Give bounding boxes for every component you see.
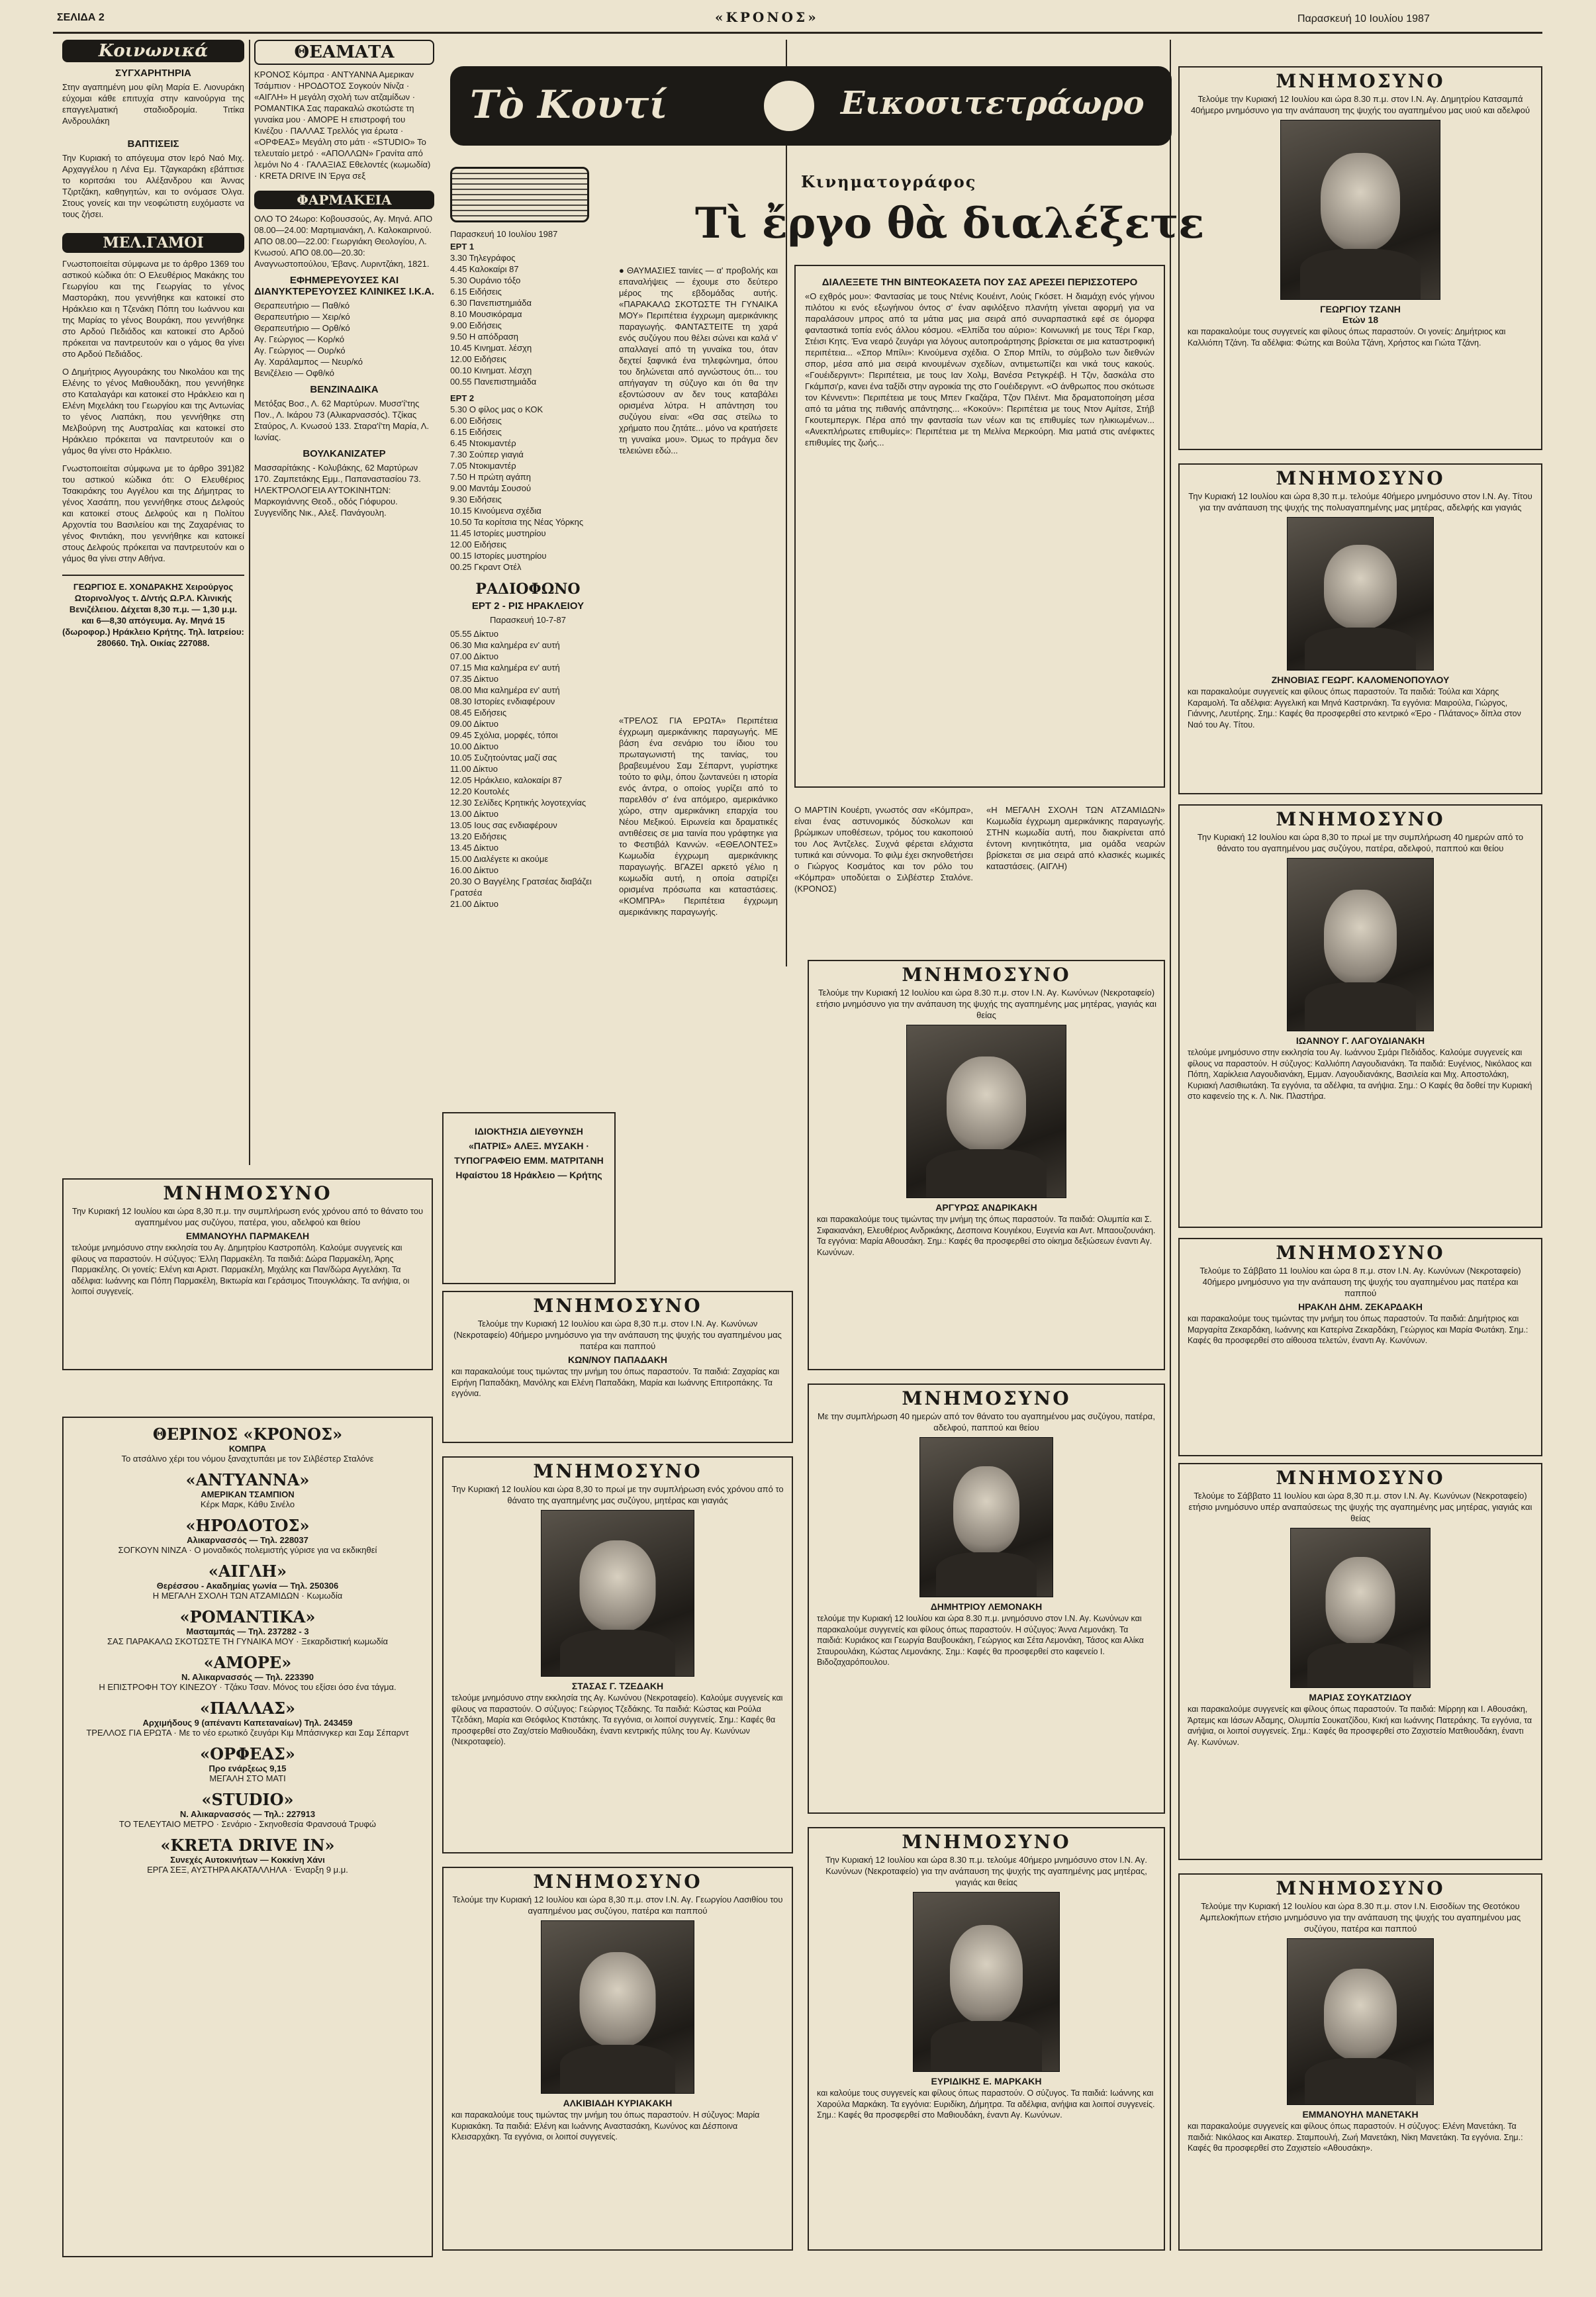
memorial-intro: Τελούμε την Κυριακή 12 Ιουλίου και ώρα 8.30 π.μ. στον Ι.Ν. Εισοδίων της Θεοτόκου Αμπελοκήπων ετήσιο μνημόσυνο για την ανάπαυση της ψυχής του αγαπημένου μας συζύγου, πατέρα και παππού [1199,1901,1521,1934]
video-box-heading: ΔΙΑΛΕΞΕΤΕ ΤΗΝ ΒΙΝΤΕΟΚΑΣΕΤΑ ΠΟΥ ΣΑΣ ΑΡΕΣΕΙ ΠΕΡΙΣΣΟΤΕΡΟ [821,277,1138,288]
programme-item: 10.15 Κινούμενα σχέδια [450,506,541,516]
programme-item: 7.50 Η πρώτη αγάπη [450,472,531,482]
memorial-title: ΜΝΗΜΟΣΥΝΟ [533,1871,702,1893]
weddings-text-3: Γνωστοποιείται σύμφωνα με το άρθρο 391)82 του αστικού κώδικα ότι: Ο Ελευθέριος Τσακιράκης του Αγγέλου και της Δήμητρας το γένος Χασάπη, που γεννήθηκε στους Δελφούς και κατοικεί στους Δελφούς και η Πολίτου Αρχοντία του Βασιλείου και της Ζαχαρένιας το γένος Φιντιάκη, που γεννήθηκε και κατοικεί στους Δελφούς πρόκειται να παντρευτούν και ο γάμος θα γίνει στην Αθήνα. [62,463,244,563]
cinema-film: ΤΟ ΤΕΛΕΥΤΑΙΟ ΜΕΤΡΟ · Σενάριο - Σκηνοθεσία Φρανσουά Τρυφώ [118,1819,377,1829]
cinema-sub: Ν. Αλικαρνασσός — Τηλ.: 227913 [179,1809,316,1819]
memorial-body: και παρακαλούμε τους τιμώντας την μνήμη του όπως παραστούν. Η σύζυγος: Μαρία Κυριακάκη. Τα παιδιά: Ελένη και Ιωάννης Αναστασάκη, Κωνύνος και Δέσποινα Κλεισαρχάκη. Τα εγγόνια, οι λοιποί συγγενείς. [451,2110,760,2141]
memorial-title: ΜΝΗΜΟΣΥΝΟ [1276,1467,1445,1489]
memorial-parmakeli [62,1178,433,1370]
cinema-item [64,1470,432,1509]
memorial-name: ΕΜΜΑΝΟΥΗΛ ΜΑΝΕΤΑΚΗ [1302,2109,1419,2120]
cinema-sub: Θερέσσου - Ακαδημίας γωνία — Τηλ. 250306 [156,1581,339,1591]
tv-banner-emblem [761,78,817,134]
programme-item: 6.30 Πανεπιστημιάδα [450,298,532,308]
memorial-title: ΜΝΗΜΟΣΥΝΟ [902,1831,1071,1853]
tires-text: Μασσαρίτάκης - Κολυβάκης, 62 Μαρτύρων 170. Ζαμπετάκης Εμμ., Παπαναστασίου 73. ΗΛΕΚΤΡΟΛΟΓΕΙΑ ΑΥΤΟΚΙΝΗΤΩΝ: Μαρκογιάννης Θεοδ., οδός Γιόφυρου. Συγγενίδης Νικ., Αλεξ. Πανάγουλη. [254,463,421,518]
memorial-title: ΜΝΗΜΟΣΥΝΟ [1276,1877,1445,1899]
portrait-photo [541,1920,694,2094]
radio-subtitle: ΕΡΤ 2 - ΡΙΣ ΗΡΑΚΛΕΙΟΥ [471,600,585,612]
programme-item: 00.10 Κινηματ. λέσχη [450,365,532,375]
programme-item: 7.05 Ντοκιμαντέρ [450,461,516,471]
programme-item: 00.25 Γκραντ Οτέλ [450,562,522,572]
radio-item: 08.45 Ειδήσεις [450,708,507,718]
portrait-photo [919,1437,1053,1597]
memorial-body: και παρακαλούμε συγγενείς και φίλους όπως παραστούν. Η σύζυγος: Ελένη Μανετάκη. Τα παιδιά: Νικόλαος και Αικατερ. Σταμπουλή, Ζωή Μανετάκη, Νίκη Μανετάκη. Τα εγγόνια. Σημ.: Καφές θα προσφερθεί στο Ζαχιστείο «Αθουσάκη». [1188,2122,1523,2153]
memorial-tzedaki [442,1456,793,1853]
gas-title: ΒΕΝΖΙΝΑΔΙΚΑ [310,384,379,395]
pharmacies-title: ΦΑΡΜΑΚΕΙΑ [254,191,434,209]
radio-item: 06.30 Μια καλημέρα εν' αυτή [450,640,560,650]
memorial-title: ΜΝΗΜΟΣΥΝΟ [533,1295,702,1317]
col-divider [786,40,787,966]
memorial-name: ΚΩΝ/ΝΟΥ ΠΑΠΑΔΑΚΗ [567,1354,667,1365]
cinema-sub: Αρχιμήδους 9 (απέναντι Καπεταναίων) Τηλ. 243459 [142,1718,353,1728]
memorial-body: και παρακαλούμε συγγενείς και φίλους όπως παραστούν. Τα παιδιά: Μίρρηη και Ι. Αθουσάκη, Άρτεμις και Ιάσων Αδαμης, Ολυμπία Σουκατζίδου, Κική και Ιωάννης Πατεράκης. Τα εγγόνια, τα ανήψια, οι λοιποί συγγενείς. Σημ.: Καφές θα προσφερθεί στο Ζαχιστείο Ματθιουδάκη, έναντι Αγ. Κωνύνων. [1188,1705,1532,1747]
programme-item: 10.45 Κινηματ. λέσχη [450,343,532,353]
page-number: ΣΕΛΙΔΑ 2 [57,12,105,23]
radio-item: 13.45 Δίκτυο [450,843,498,853]
cinema-name: «ΑΙΓΛΗ» [208,1562,287,1581]
cinema-sub: Αλικαρνασσός — Τηλ. 228037 [187,1535,308,1545]
movies-col-c: «ΤΡΕΛΟΣ ΓΙΑ ΕΡΩΤΑ» Περιπέτεια έγχρωμη αμερικάνικης παραγωγής. ΜΕ βάση ένα σενάριο του ίδιου του πρωταγωνιστή της ταινίας, του βραβευμένου Σαμ Σέπαρντ, γυρίστηκε τούτο το φιλμ, όπου ζωντανεύει η ιστορία ενός άντρα, ο οποίος γυρίζει από το παρελθόν σ' ένα απόμερο, αμερικάνικο χώρο, στην αμερικάνικη επαρχία του Νέου Μεξικού. Ειρωνεία και δραματικές αντιθέσεις σε μια ταινία που γράφτηκε για το Φεστιβάλ Καννών. «ΕΘΕΛΟΝΤΕΣ» Κωμωδία έγχρωμη αμερικάνικης παραγωγής. ΒΓΑΖΕΙ αρκετό γέλιο η κωμωδία αυτή, η οποία σατιρίζει ορισμένα πρόσωπα και καταστάσεις. «ΚΟΜΠΡΑ» Περιπέτεια έγχρωμη αμερικάνικης παραγωγής. [619,716,778,917]
cinema-sub: ΚΟΜΠΡΑ [228,1444,267,1454]
cinema-item [64,1516,432,1555]
memorial-title: ΜΝΗΜΟΣΥΝΟ [902,964,1071,986]
congrats-text: Στην αγαπημένη μου φίλη Μαρία Ε. Λιονυράκη εύχομαι κάθε επιτυχία στην καινούργια της επαγγελματική σταδιοδρομία. Τιτίκα Ανδρουλάκη [62,82,244,126]
ert2-title: ΕΡΤ 2 [450,393,475,403]
cinema-film: Κέρκ Μαρκ, Κάθυ Σινέλο [200,1499,295,1509]
memorial-intro: Την Κυριακή 12 Ιουλίου και ώρα 8,30 το πρωί με την συμπλήρωση ενός χρόνου από το θάνατο της αγαπημένης μας συζύγου, μητέρας και γιαγιάς [451,1484,784,1505]
programme-item: 00.55 Πανεπιστημιάδα [450,377,537,387]
cinema-item [64,1562,432,1601]
radio-item: 12.30 Σελίδες Κρητικής λογοτεχνίας [450,798,587,808]
memorial-kalomenopoulou [1178,463,1542,794]
radio-item: 21.00 Δίκτυο [450,899,498,909]
cinema-name: ΘΕΡΙΝΟΣ «ΚΡΟΝΟΣ» [152,1425,343,1444]
cinema-item [64,1836,432,1875]
radio-item: 15.00 Διαλέγετε κι ακούμε [450,854,549,864]
programme-item: 9.50 Η απόδραση [450,332,519,342]
radio-item: 07.15 Μια καλημέρα εν' αυτή [450,663,560,673]
memorial-body: και παρακαλούμε τους τιμώντας την μνήμη της όπως παραστούν. Τα παιδιά: Ολυμπία και Σ. Σιφακιανάκη, Ελευθέριος Ανδρικάκης, Δεσποινα Κουγιέκου, Ευγενία και Αντ. Μπαουζουνάκη. Τα εγγόνια: Μαρία Αθουσάκη. Σημ.: Καφές θα προσφερθεί στο οίκημα δεξιώσεων έναντι Αγ. Κωνύνων. [817,1215,1156,1257]
ika-row: Θεραπευτήριο — Χειρ/κό [254,312,350,322]
memorial-kyriakaki [442,1867,793,2251]
masthead: «ΚΡΟΝΟΣ» [715,9,819,25]
tires-title: ΒΟΥΛΚΑΝΙΖΑΤΕΡ [303,448,386,459]
memorial-name: ΣΤΑΣΑΣ Γ. ΤΖΕΔΑΚΗ [571,1681,664,1691]
cinema-sub: Μασταμπάς — Τηλ. 237282 - 3 [186,1626,309,1636]
memorial-soukatzidou [1178,1463,1542,1860]
memorial-name: ΑΡΓΥΡΩΣ ΑΝΔΡΙΚΑΚΗ [935,1202,1037,1213]
doctor-ad: ΓΕΩΡΓΙΟΣ Ε. ΧΟΝΔΡΑΚΗΣ Χειρούργος Ωτορινολ/γος τ. Δ/ντής Ω.Ρ.Λ. Κλινικής Βενιζέλειου. Δέχεται 8,30 π.μ. — 1,30 μ.μ. και 6—8,30 απόγευμα. Αγ. Μηνά 15 (δωροφορ.) Ηράκλειο Κρήτης. Τηλ. Ιατρείου: 280660. Τηλ. Οικίας 227088. [62,575,244,649]
memorial-body: τελούμε μνημόσυνο στην εκκλησία του Αγ. Δημητρίου Καστροπόλη. Καλούμε συγγενείς και φίλους να παραστούν. Η σύζυγος: Έλλη Παρμακέλη. Τα παιδιά: Δώρα Παρμακέλη, Άρης Παρμακέλης. Οι γονείς: Ελένη και Αριστ. Παρμακέλη, Μιχάλης και Παν/δώρα Αγγελάκη. Τα αδέλφια: Ιωάννης και Πόπη Παρμακέλη, Βικτωρία και Γεράσιμος Τιτουγκλάκης. Τα ανήψια, οι λοιποί συγγενείς. [71,1243,410,1296]
pharmacies-text: ΟΛΟ ΤΟ 24ωρο: Κοβουσσούς, Αγ. Μηνά. ΑΠΟ 08.00—24.00: Μαρτιμιανάκη, Λ. Καλοκαιρινού. ΑΠΟ 08.00—22.00: Γεωργιάκη Θεολογίου, Λ. Κνωσού. ΑΠΟ 08.00—20.30: Αναγνωστοπούλου, Έβανς. Λυριντζάκη, 1821. [254,214,433,269]
radio-item: 07.35 Δίκτυο [450,674,498,684]
ika-row: Αγ. Γεώργιος — Ουρ/κό [254,346,346,355]
cinema-listing [62,1417,433,2257]
ert1-title: ΕΡΤ 1 [450,242,475,252]
memorial-lemonaki [808,1383,1165,1814]
cinema-sub: ΑΜΕΡΙΚΑΝ ΤΣΑΜΠΙΟΝ [201,1489,295,1499]
cinema-item [64,1653,432,1692]
theatres-text: ΚΡΟΝΟΣ Κόμπρα · ΑΝΤΥΑΝΝΑ Αμερικαν Τσάμπιον · ΗΡΟΔΟΤΟΣ Σογκούν Νίνζα · «ΑΙΓΛΗ» Η μεγάλη σχολή των ατζαμίδων · ΡΟΜΑΝΤΙΚΑ Σας παρακαλώ σκοτώστε τη γυναίκα μου · ΑΜΟΡΕ Η επιστροφή του Κινέζου · ΠΑΛΛΑΣ Τρελλός για έρωτα · «ΟΡΦΕΑΣ» Μεγάλη στο μάτι · «STUDIO» Το τελευταίο μετρό · «ΑΠΟΛΛΩΝ» Γρανίτα από λεμόνι Νο 4 · ΓΑΛΑΞΙΑΣ Εθελοντές (κωμωδία) · KRETA DRIVE IN Έργα σεξ [254,70,431,181]
portrait-photo [1290,1528,1431,1688]
ert1-list [450,252,606,387]
tv-banner-right: Εικοσιτετράωρο [841,85,1145,122]
memorial-intro: Την Κυριακή 12 Ιουλίου και ώρα 8,30 το πρωί με την συμπλήρωση 40 ημερών από το θάνατο του αγαπημένου μας συζύγου, πατέρα, αδελφού, παππού και θείου [1197,832,1524,853]
programme-item: 6.15 Ειδήσεις [450,287,502,297]
patris-ad [442,1112,616,1284]
tv-column [450,228,606,910]
portrait-photo [541,1510,694,1677]
memorial-intro: Τελούμε την Κυριακή 12 Ιουλίου και ώρα 8.30 π.μ. στον Ι.Ν. Αγ. Κωνύνων (Νεκροταφείο) ετήσιο μνημόσυνο για την ανάπαυση της ψυχής της αγαπημένης μας μητέρας, γιαγιάς και θείας [816,988,1156,1020]
cinema-film: ΣΑΣ ΠΑΡΑΚΑΛΩ ΣΚΟΤΩΣΤΕ ΤΗ ΓΥΝΑΙΚΑ ΜΟΥ · Ξεκαρδιστική κωμωδία [107,1636,388,1646]
radio-item: 08.00 Μια καλημέρα εν' αυτή [450,685,560,695]
cinema-film: ΤΡΕΛΛΟΣ ΓΙΑ ΕΡΩΤΑ · Με το νέο ερωτικό ζευγάρι Κιμ Μπάσινγκερ και Σαμ Σέπαρντ [86,1728,409,1738]
ika-row: Θεραπευτήριο — Ορθ/κό [254,323,350,333]
memorial-intro: Την Κυριακή 12 Ιουλίου και ώρα 8,30 π.μ. τελούμε 40ήμερο μνημόσυνο στον Ι.Ν. Αγ. Τίτου για την ανάπαυση της ψυχής της πολυαγαπημένης μας μητέρας, αδελφής και γιαγιάς [1188,491,1532,512]
memorial-papadaki [442,1291,793,1443]
cinema-film: ΣΟΓΚΟΥΝ ΝΙΝΖΑ · Ο μοναδικός πολεμιστής γύρισε για να εκδικηθεί [118,1545,377,1555]
memorial-intro: Την Κυριακή 12 Ιουλίου και ώρα 8.30 π.μ. τελούμε 40ήμερο μνημόσυνο στον Ι.Ν. Αγ. Κωνύνων (Νεκροταφείο) για την ανάπαυση της ψυχής της αγαπημένης μας μητέρας, γιαγιάς και θείας [825,1855,1147,1887]
movies-col-e: «Η ΜΕΓΑΛΗ ΣΧΟΛΗ ΤΩΝ ΑΤΖΑΜΙΔΩΝ» Κωμωδία έγχρωμη αμερικάνικης παραγωγής. ΣΤΗΝ κωμωδία αυτή, που διακρίνεται από έντονη κινητικότητα, μια ομάδα νεαρών βρίσκεται σε μια σειρά από κλασικές κωμικές καταστάσεις. (ΑΙΓΛΗ) [986,805,1165,871]
memorial-andrikaki [808,960,1165,1370]
programme-item: 8.10 Μουσικόραμα [450,309,522,319]
memorial-title: ΜΝΗΜΟΣΥΝΟ [902,1387,1071,1409]
memorial-name: ΙΩΑΝΝΟΥ Γ. ΛΑΓΟΥΔΙΑΝΑΚΗ [1295,1035,1425,1046]
programme-item: 5.30 Ο φίλος μας ο ΚΟΚ [450,404,543,414]
listings-column [254,40,434,518]
programme-item: 9.30 Ειδήσεις [450,494,502,504]
memorial-name: ΖΗΝΟΒΙΑΣ ΓΕΩΡΓ. ΚΑΛΟΜΕΝΟΠΟΥΛΟΥ [1271,675,1450,685]
col-divider [1170,40,1171,2251]
portrait-photo [1287,858,1434,1031]
cinema-sub: Συνεχές Αυτοκινήτων — Κοκκίνη Χάνι [170,1855,325,1865]
memorial-body: και παρακαλούμε τους τιμώντας την μνήμη του όπως παραστούν. Τα παιδιά: Δημήτριος και Μαργαρίτα Ζεκαρδάκη, Ιωάννης και Κατερίνα Ζεκαρδάκη, Γεώργιος και Μαρία Φωτάκη. Σημ.: Καφές θα προσφερθεί στο αίθουσα τελετών, έναντι Αγ. Κωνύνων. [1188,1314,1528,1345]
memorial-name: ΔΗΜΗΤΡΙΟΥ ΛΕΜΟΝΑΚΗ [930,1601,1043,1612]
memorial-body: τελούμε μνημόσυνο στην εκκλησία του Αγ. Ιωάννου Σμάρι Πεδιάδος. Καλούμε συγγενείς και φίλους να παραστούν. Η σύζυγος: Καλλιόπη Λαγουδιανάκη. Τα παιδιά: Ευγένιος, Νικόλαος και Πόπη, Χαρίκλεια Λαγουδιανάκη, Εμμαν. Λαγουδιανάκης, Βασιλεία και Μιχ. Αποστολάκη, Κυριακή Λασιθιωτάκη. Τα εγγόνια, τα αδέλφια, τα ανήψια. Σημ.: Ο Καφές θα δοθεί την Κυριακή στο καφενείο της κ. Λ. Νικ. Πλαστήρα. [1188,1048,1532,1101]
movies-kicker: Κινηματογράφος [801,172,977,191]
programme-item: 9.00 Ειδήσεις [450,320,502,330]
memorial-body: τελούμε την Κυριακή 12 Ιουλίου και ώρα 8.30 π.μ. μνημόσυνο στον Ι.Ν. Αγ. Κωνύνων και παρακαλούμε συγγενείς και φίλους όπως παραστούν. Η σύζυγος: Άννα Λεμονάκη. Τα παιδιά: Κυριάκος και Γεωργία Βαυβουκάκη, Γεώργιος και Σέτα Λεμονάκη, Τάσος και Αλίκα Σταυρουλάκη, Κώστας Λεμονάκης. Σημ.: Καφές θα προσφερθεί στο καφενείο Ι. Βιδοζαχαρόπουλου. [817,1614,1144,1667]
baptisms-heading: ΒΑΠΤΙΣΕΙΣ [127,138,179,150]
ika-row: Αγ. Γεώργιος — Κορ/κό [254,334,345,344]
programme-item: 6.15 Ειδήσεις [450,427,502,437]
ert2-list [450,404,606,573]
weddings-title: ΜΕΛ.ΓΑΜΟΙ [62,233,244,253]
congrats-heading: ΣΥΓΧΑΡΗΤΗΡΙΑ [115,68,191,79]
memorial-intro: Την Κυριακή 12 Ιουλίου και ώρα 8,30 π.μ. την συμπλήρωση ενός χρόνου από το θάνατο του αγαπημένου μας συζύγου, πατέρα, γιου, αδελφού και θείου [71,1206,424,1227]
programme-item: 10.50 Τα κορίτσια της Νέας Υόρκης [450,517,584,527]
video-box [794,265,1165,788]
memorial-name: ΕΥΡΙΔΙΚΗΣ Ε. ΜΑΡΚΑΚΗ [931,2076,1042,2086]
cinema-sub: Προ ενάρξεως 9,15 [209,1763,287,1773]
ika-row: Θεραπευτήριο — Παθ/κό [254,301,350,310]
radio-item: 07.00 Δίκτυο [450,651,498,661]
theatres-title: ΘΕΑΜΑΤΑ [254,40,434,65]
programme-item: 6.00 Ειδήσεις [450,416,502,426]
social-title: Κοινωνικά [62,40,244,62]
memorial-intro: Τελούμε το Σάββατο 11 Ιουλίου και ώρα 8 π.μ. στον Ι.Ν. Αγ. Κωνύνων (Νεκροταφείο) 40ήμερο μνημόσυνο για την ανάπαυση της ψυχής του αγαπημένου μας πατέρα και παππού [1199,1266,1521,1298]
weddings-text-2: Ο Δημήτριος Αγγουράκης του Νικολάου και της Ελένης το γένος Μαθιουδάκη, που γεννήθηκε στο Καταλαγάρι και κατοικεί στο Ηράκλειο και η Ελένη Μιχελάκη του Γεωργίου και της Αντωνίας το γένος Λιαπάκη, που γεννήθηκε στη Μελβούρνη της Αυστραλίας και κατοικεί στο Ηράκλειο πρόκειται να παντρευτούν και ο γάμος θα γίνει στο Ηράκλειο. [62,367,244,455]
radio-item: 13.20 Ειδήσεις [450,831,507,841]
radio-item: 13.05 Ιους σας ενδιαφέρουν [450,820,557,830]
tv-date: Παρασκευή 10 Ιουλίου 1987 [450,229,558,239]
radio-item: 09.45 Σχόλια, μορφές, τόποι [450,730,558,740]
memorial-lagoudianaki [1178,804,1542,1228]
programme-item: 11.45 Ιστορίες μυστηρίου [450,528,546,538]
radio-item: 09.00 Δίκτυο [450,719,498,729]
cinema-name: «ΗΡΟΔΟΤΟΣ» [185,1516,310,1535]
video-box-text: «Ο εχθρός μου»: Φαντασίας με τους Ντένις Κουέιντ, Λούις Γκόσετ. Η διαμάχη ενός γήινου πιλότου κι ενός εξωγήινου όντος σ' έναν αφιλόξενο πλανήτη γίνεται αφορμή για να παραλάσουν μπρος από τα μάτια μας μια σειρά από συναρπαστικά εφέ σε όμορφα φανταστικά τοπία ενός άλλου κόσμου. «Ελπίδα του αύριο»: Κοινωνική με τους Τέρι Γκαρ, Στέισι Κητς. Ένα νεαρό ζευγάρι για λόγους αυτοπροάρτησης βρίσκεται σε μια καταστροφική περιπέτεια... «Σπορ Μπίλι»: Κινούμενα σχέδια. Ο Σπορ Μπίλι, το σύμβολο των διεθνών σπορ, μέσα από μια σειρά κινουμένων σχεδίων, αντιμετωπίζει και νικά τους κακούς. «Γουέιδεργιντ»: Περιπέτεια, με τους Ιαν Χολμ, Βανέσα Ρετγκρέιβ. Η Τζιν, δασκάλα στο Γκάμπσι'ρ, κανει ένα ταξίδι στην αγροικία της στο Γουέιδεργιντ. «Ο άνθρωπος που σκότωσε τον Κέννεντι»: Περιπέτεια με τους Μπεν Γκαζάρα, Τζον Πλέιντ. Μια δραματοποίηση μέσα από τα μάτια της πιθανής απάντησης... «Κοκούν»: Περιπέτεια με τους Ντον Αμίτσε, Στήβ Γκουτεμπεργκ. Πέρα από την φαντασία των νέων και τις επιθυμίες των ηλικιωμένων... «Ανεκπλήρωτες επιθυμίες»: Περιπέτεια με τη Μελίνα Μερκούρη. Μια ματιά στις ανέφικτες επιθυμίες της ζωής... [805,291,1154,447]
memorial-body: και καλούμε τους συγγενείς και φίλους όπως παραστούν. Ο σύζυγος. Τα παιδιά: Ιωάννης και Χαρούλα Μαρκάκη. Τα εγγόνια: Ευριδίκη, Δήμητρα. Τα αδέλφια, ανήψια και λοιποί συγγενείς. Σημ.: Καφές θα προσφερθεί στο Μαθιουδάκη, έναντι Αγ. Κωνύνων. [817,2088,1155,2120]
radio-item: 20.30 Ο Βαγγέλης Γρατσέας διαβάζει Γρατσέα [450,876,592,898]
programme-item: 12.00 Ειδήσεις [450,354,507,364]
radio-item: 10.00 Δίκτυο [450,741,498,751]
memorial-title: ΜΝΗΜΟΣΥΝΟ [1276,70,1445,92]
cinema-name: «ΑΝΤΥΑΝΝΑ» [185,1470,310,1489]
cinema-name: «ΡΟΜΑΝΤΙΚΑ» [179,1607,316,1626]
baptisms-text: Την Κυριακή το απόγευμα στον Ιερό Ναό Μιχ. Αρχαγγέλου η Λένα Εμ. Τζαγκαράκη εβάπτισε το κοριτσάκι του Αλέξανδρου και Άννας Τζιρτζάκη, καθηγητών, και το ονόμασε Όλγα. Στους γονείς και την νεοφώτιστη ευχόμαστε να τους ζήσει. [62,153,244,219]
radio-item: 11.00 Δίκτυο [450,764,498,774]
programme-item: 4.45 Καλοκαίρι 87 [450,264,519,274]
portrait-photo [1280,120,1440,300]
ika-title: ΕΦΗΜΕΡΕΥΟΥΣΕΣ ΚΑΙ ΔΙΑΝΥΚΤΕΡΕΥΟΥΣΕΣ ΚΛΙΝΙΚΕΣ Ι.Κ.Α. [254,275,434,297]
programme-item: 7.30 Σούπερ γιαγιά [450,449,524,459]
radio-item: 12.05 Ηράκλειο, καλοκαίρι 87 [450,775,563,785]
radio-item: 08.30 Ιστορίες ενδιαφέρουν [450,696,555,706]
memorial-body: και παρακαλούμε τους συγγενείς και φίλους όπως παραστούν. Οι γονείς: Δημήτριος και Καλλιόπη Τζάνη. Τα αδέλφια: Φώτης και Βούλα Τζάνη, Χρήστος και Γιώτα Τζάνη. [1188,327,1506,348]
cinema-item [64,1699,432,1738]
radio-title: ΡΑΔΙΟΦΩΝΟ [475,581,581,598]
memorial-name: ΑΛΚΙΒΙΑΔΗ ΚΥΡΙΑΚΑΚΗ [563,2098,673,2108]
memorial-intro: Τελούμε το Σάββατο 11 Ιουλίου και ώρα 8,30 π.μ. στον Ι.Ν. Αγ. Κωνύνων (Νεκροταφείο) ετήσιο μνημόσυνο υπέρ αναπαύσεως της ψυχής της αγαπημένης μας μητέρας, γιαγιάς και θείας [1188,1491,1532,1523]
memorial-manetaki [1178,1873,1542,2251]
cinema-name: «KRETA DRIVE IN» [160,1836,335,1855]
programme-item: 00.15 Ιστορίες μυστηρίου [450,551,547,561]
weddings-text-1: Γνωστοποιείται σύμφωνα με το άρθρο 1369 του αστικού κώδικα ότι: Ο Ελευθέριος Μακάκης του Γεωργίου και της Γεωργίας το γένος Μαστοράκη, που γεννήθηκε και κατοικεί στο Ηράκλειο και η Τζενάκη Πόπη του Ιωάννου και της Μαρίας το γένος Βουράκη, που γεννήθηκε στο Αρδού Πεδιάδος και κατοικεί στο Αρδού πρόκειται να παντρευτούν και ο γάμος θα γίνει στο Αρδού Πεδιάδος. [62,259,244,359]
cinema-name: «STUDIO» [201,1790,294,1809]
movies-col-d: Ο ΜΑΡΤΙΝ Κουέρτι, γνωστός σαν «Κόμπρα», είναι ένας αστυνομικός δύσκολων και βρώμικων υποθέσεων, τρόμος του κακοποιού του Λος Άντζελες. Συχνά φέρεται ελάχιστα τυπικά και σύννομα. Το φιλμ έχει σκηνοθετήσει ο Γιώργος Κοσμάτος και τον ρόλο του «Κόμπρα» υποδύεται ο Σιλβέστερ Σταλόνε. (ΚΡΟΝΟΣ) [794,805,973,894]
memorial-tzani [1178,66,1542,450]
tv-banner [450,66,1172,146]
programme-item: 6.45 Ντοκιμαντέρ [450,438,516,448]
radio-item: 16.00 Δίκτυο [450,865,498,875]
ika-list [254,300,434,379]
portrait-photo [913,1892,1060,2072]
cinema-sub: Ν. Αλικαρνασσός — Τηλ. 223390 [181,1672,314,1682]
cinema-name: «ΑΜΟΡΕ» [203,1653,292,1672]
cinema-film: Η ΕΠΙΣΤΡΟΦΗ ΤΟΥ ΚΙΝΕΖΟΥ · Τζάκυ Τσαν. Μόνος του εξίσει όσο ένα τάγμα. [99,1682,397,1692]
radio-date: Παρασκευή 10-7-87 [490,615,566,625]
memorial-title: ΜΝΗΜΟΣΥΝΟ [1276,467,1445,489]
memorial-body: και παρακαλούμε συγγενείς και φίλους όπως παραστούν. Τα παιδιά: Τούλα και Χάρης Καραμολή. Τα αδέλφια: Αγγελική και Μηνά Καστρινάκη. Τα εγγόνια: Μαιρούλα, Γιώργος, Γιάννης, Λευτέρης. Σημ.: Καφές θα προσφερθεί στο κεντρικό «Έρο - Πλάτανος» δίπλα στον Ναό του Αγ. Τίτου. [1188,687,1521,729]
radio-item: 10.05 Συζητούντας μαζί σας [450,753,557,763]
radio-item: 13.00 Δίκτυο [450,809,498,819]
memorial-title: ΜΝΗΜΟΣΥΝΟ [1276,1242,1445,1264]
issue-date: Παρασκευή 10 Ιουλίου 1987 [1297,13,1430,24]
memorial-intro: Τελούμε την Κυριακή 12 Ιουλίου και ώρα 8.30 π.μ. στον Ι.Ν. Αγ. Δημητρίου Κατσαμπά 40ήμερο μνημόσυνο για την ανάπαυση της ψυχής του αγαπημένου μας υιού και αδελφού [1190,94,1530,115]
portrait-photo [906,1025,1066,1198]
movies-col-a: ● ΘΑΥΜΑΣΙΕΣ ταινίες — α' προβολής και επαναλήψεις — έχουμε στο δεύτερο μέρος της εβδομάδας αυτής. «ΠΑΡΑΚΑΛΩ ΣΚΟΤΩΣΤΕ ΤΗ ΓΥΝΑΙΚΑ ΜΟΥ» Περιπέτεια έγχρωμη αμερικάνικης παραγωγής. ΦΑΝΤΑΣΤΕΙΤΕ τη χαρά ενός συζύγου που θέλει σώνει και καλά ν' απαλλαγεί από τη γυναίκα του, όταν δεχτεί ξαφνικά ένα τηλεφώνημα, όπου του δηλώνεται από αγνώστους ότι... του απήγαγαν τη σύζυγο και ότι θα την εξοντώσουν αν δεν τους καταβάλει ορισμένα λύτρα. Η απάντηση του συζύγου είναι: «Θα σας στείλω το χρήματο που ζητάτε... μόνο να κρατήσετε τη γυναίκα μου». Όμως το πράγμα δεν τελειώνει εδώ... [619,265,778,455]
memorial-body: τελούμε μνημόσυνο στην εκκλησία της Αγ. Κωνύνου (Νεκροταφείο). Καλούμε συγγενείς και φίλους να παραστούν. Ο σύζυγος: Γεώργιος Τζεδάκης. Τα παιδιά: Κώστας και Ρούλα Τζεδάκη, Μαρία και Θεόφιλος Κτιστάκης. Τα εγγόνια, οι λοιποί συγγενείς. Σημ.: Καφές θα προσφερθεί στο Ζαχ/στείο Μαθιουδάκη, έναντι κεντρικής πύλης του Αγ. Κωνύνων (Νεκροταφείο). [451,1693,783,1746]
memorial-name: ΗΡΑΚΛΗ ΔΗΜ. ΖΕΚΑΡΔΑΚΗ [1298,1301,1423,1312]
memorial-intro: Τελούμε την Κυριακή 12 Ιουλίου και ώρα 8,30 π.μ. στον Ι.Ν. Αγ. Γεωργίου Λασιθίου του αγαπημένου μας συζύγου, πατέρα και παππού [452,1895,783,1916]
portrait-photo [1287,1938,1434,2105]
cinema-item [64,1744,432,1783]
gas-text: Μετόξας Βοσ., Λ. 62 Μαρτύρων. Μυσσ'ί'της Πον., Λ. Ικάρου 73 (Αλικαρνασσός). Τζίκας Σταύρος, Λ. Κνωσού 133. Σταρα'ί'τη Μαρία, Λ. Ιωνίας. [254,398,430,442]
header-rule [53,32,1542,34]
ika-row: Βενιζέλειο — Οφθ/κό [254,368,334,378]
memorial-zekardaki [1178,1238,1542,1456]
cinema-film: ΕΡΓΑ ΣΕΞ, ΑΥΣΤΗΡΑ ΑΚΑΤΑΛΛΗΛΑ · Έναρξη 9 μ.μ. [147,1865,348,1875]
ika-row: Αγ. Χαράλαμπος — Νευρ/κό [254,357,363,367]
memorial-name: ΜΑΡΙΑΣ ΣΟΥΚΑΤΖΙΔΟΥ [1309,1692,1412,1703]
memorial-title: ΜΝΗΜΟΣΥΝΟ [1276,808,1445,830]
cinema-name: «ΠΑΛΛΑΣ» [199,1699,296,1718]
cinema-item [64,1607,432,1646]
memorial-intro: Τελούμε την Κυριακή 12 Ιουλίου και ώρα 8,30 π.μ. στον Ι.Ν. Αγ. Κωνύνων (Νεκροταφείο) 40ήμερο μνημόσυνο για την ανάπαυση της ψυχής του αγαπημένου μας πατέρα και παππού [453,1319,782,1351]
memorial-name: ΕΜΜΑΝΟΥΗΛ ΠΑΡΜΑΚΕΛΗ [185,1231,310,1241]
patris-ad-text: ΙΔΙΟΚΤΗΣΙΑ ΔΙΕΥΘΥΝΣΗ «ΠΑΤΡΙΣ» ΑΛΕΞ. ΜΥΣΑΚΗ · ΤΥΠΟΓΡΑΦΕΙΟ ΕΜΜ. ΜΑΤΡΙΤΑΝΗ Ηφαίστου 18 Ηράκλειο — Κρήτης [454,1126,604,1180]
programme-item: 12.00 Ειδήσεις [450,539,507,549]
programme-item: 5.30 Ουράνιο τόξο [450,275,521,285]
cinema-item [64,1790,432,1829]
radio-item: 12.20 Κουτολές [450,786,510,796]
portrait-photo [1287,517,1434,671]
radio-list [450,628,606,910]
movies-headline: Τὶ ἔργο θὰ διαλέξετε [695,199,1205,248]
programme-item: 3.30 Τηλεγράφος [450,253,516,263]
col-divider [249,40,250,1165]
memorial-age: Ετών 18 [1342,314,1379,325]
radio-item: 05.55 Δίκτυο [450,629,498,639]
memorial-markaki [808,1827,1165,2251]
tv-banner-left: Τὸ Κουτί [470,82,668,127]
social-column [62,40,244,649]
memorial-title: ΜΝΗΜΟΣΥΝΟ [163,1182,332,1204]
memorial-name: ΓΕΩΡΓΙΟΥ ΤΖΑΝΗ [1320,304,1401,314]
cinema-film: Η ΜΕΓΑΛΗ ΣΧΟΛΗ ΤΩΝ ΑΤΖΑΜΙΔΩΝ · Κωμωδία [152,1591,343,1601]
cinema-name: «ΟΡΦΕΑΣ» [200,1744,295,1763]
cinema-film: Το ατσάλινο χέρι του νόμου ξαναχτυπάει με τον Σιλβέστερ Σταλόνε [121,1454,374,1464]
cinema-film: ΜΕΓΑΛΗ ΣΤΟ ΜΑΤΙ [209,1773,286,1783]
tv-set-icon [450,167,589,222]
memorial-intro: Με την συμπλήρωση 40 ημερών από τον θάνατο του αγαπημένου μας συζύγου, πατέρα, αδελφού, παππού και θείου [818,1411,1155,1432]
cinema-item [64,1425,432,1464]
memorial-title: ΜΝΗΜΟΣΥΝΟ [533,1460,702,1482]
memorial-body: και παρακαλούμε τους τιμώντας την μνήμη του όπως παραστούν. Τα παιδιά: Ζαχαρίας και Ειρήνη Παπαδάκη, Μανόλης και Ελένη Παπαδάκη, Μαρία και Ιωάννης Επιτροπάκης. Τα εγγόνια. [451,1367,780,1398]
programme-item: 9.00 Μαντάμ Σουσού [450,483,532,493]
